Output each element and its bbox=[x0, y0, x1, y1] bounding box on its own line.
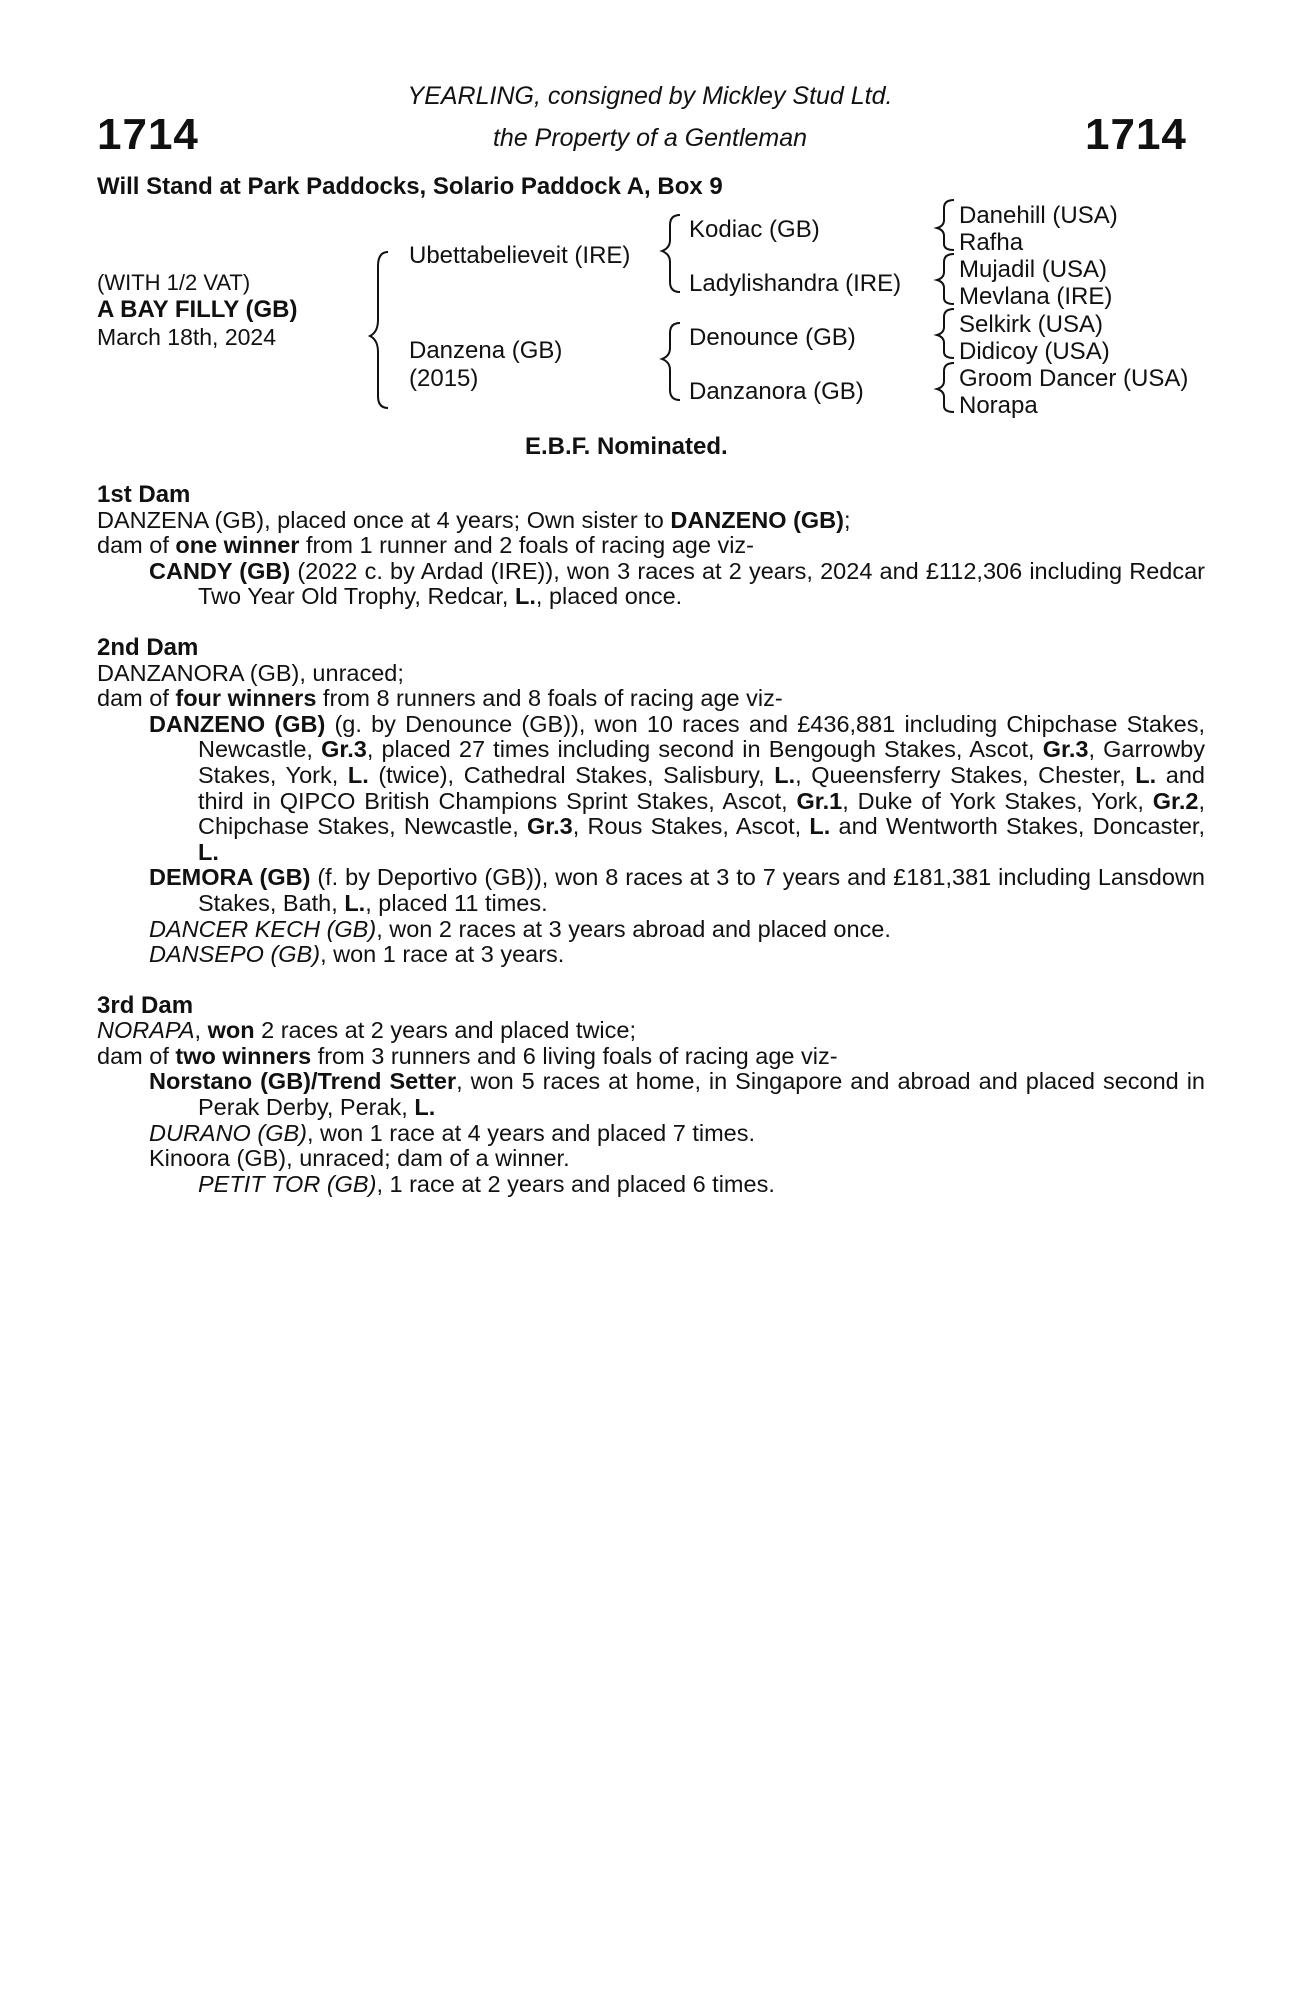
dancer-kech-entry: DANCER KECH (GB), won 2 races at 3 years abroad and placed once. bbox=[149, 915, 891, 942]
ggp-8: Norapa bbox=[959, 392, 1038, 419]
foaling-date: March 18th, 2024 bbox=[97, 324, 277, 350]
ggp-1: Danehill (USA) bbox=[959, 202, 1118, 229]
danzeno-entry: DANZENO (GB) (g. by Denounce (GB)), won 10 races and £436,881 including Chipchase Stakes, Newcastle, Gr.3, placed 27 times including second in Bengough Stakes, Ascot, Gr.3, Garrowby Stakes, York, L. (twice), Cathedral Stakes, Salisbury, L., Queensferry Stakes, Chester, L. and third in QIPCO British Champions Sprint Stakes, Ascot, Gr.1, Duke of York Stakes, York, Gr.2, Chipchase Stakes, Newcastle, Gr.3, Rous Stakes, Ascot, L. and Wentworth Stakes, Doncaster, L. bbox=[149, 710, 1205, 865]
ggp-5: Selkirk (USA) bbox=[959, 311, 1104, 338]
second-dam-line: DANZANORA (GB), unraced; bbox=[97, 659, 404, 686]
property-line: the Property of a Gentleman bbox=[492, 124, 808, 152]
dansepo-entry: DANSEPO (GB), won 1 race at 3 years. bbox=[149, 941, 565, 968]
vat-note: (WITH 1/2 VAT) bbox=[97, 270, 251, 295]
candy-entry: CANDY (GB) (2022 c. by Ardad (IRE)), won 3 races at 2 years, 2024 and £112,306 including Redcar Two Year Old Trophy, Redcar, L., placed once. bbox=[149, 557, 1205, 610]
lot-number-right: 1714 bbox=[1085, 110, 1187, 159]
sire-sire: Kodiac (GB) bbox=[689, 216, 820, 243]
stand-location: Will Stand at Park Paddocks, Solario Paddock A, Box 9 bbox=[97, 173, 723, 200]
dam-sire: Denounce (GB) bbox=[689, 324, 856, 351]
third-dam-line: NORAPA, won 2 races at 2 years and placed twice; bbox=[97, 1017, 636, 1044]
first-dam-line: DANZENA (GB), placed once at 4 years; Own sister to DANZENO (GB); bbox=[97, 506, 851, 533]
petit-tor-entry: PETIT TOR (GB), 1 race at 2 years and placed 6 times. bbox=[198, 1170, 775, 1197]
ebf-nomination: E.B.F. Nominated. bbox=[525, 433, 728, 460]
sire-name: Ubettabelieveit (IRE) bbox=[409, 242, 631, 269]
norstano-entry: Norstano (GB)/Trend Setter, won 5 races at home, in Singapore and abroad and placed second in Perak Derby, Perak, L. bbox=[149, 1068, 1205, 1121]
first-dam-title: 1st Dam bbox=[97, 481, 191, 508]
ggp-2: Rafha bbox=[959, 229, 1024, 256]
second-dam-title: 2nd Dam bbox=[97, 633, 199, 661]
dam-dam: Danzanora (GB) bbox=[689, 378, 864, 405]
ggp-7: Groom Dancer (USA) bbox=[959, 365, 1189, 392]
lot-number-left: 1714 bbox=[97, 110, 199, 159]
dam-name: Danzena (GB) bbox=[409, 337, 563, 364]
second-dam-produce: dam of four winners from 8 runners and 8 foals of racing age viz- bbox=[97, 685, 783, 712]
consignor-line: YEARLING, consigned by Mickley Stud Ltd. bbox=[407, 82, 893, 110]
ggp-6: Didicoy (USA) bbox=[959, 338, 1110, 365]
third-dam-produce: dam of two winners from 3 runners and 6 living foals of racing age viz- bbox=[97, 1042, 838, 1069]
dam-year: (2015) bbox=[409, 365, 479, 392]
pedigree-braces bbox=[0, 0, 1315, 420]
sire-dam: Ladylishandra (IRE) bbox=[689, 270, 902, 297]
ggp-3: Mujadil (USA) bbox=[959, 256, 1108, 283]
demora-entry: DEMORA (GB) (f. by Deportivo (GB)), won 8 races at 3 to 7 years and £181,381 including Lansdown Stakes, Bath, L., placed 11 times. bbox=[149, 864, 1205, 916]
catalogue-text bbox=[97, 482, 1205, 1197]
third-dam-title: 3rd Dam bbox=[97, 991, 194, 1019]
kinoora-entry: Kinoora (GB), unraced; dam of a winner. bbox=[149, 1145, 570, 1172]
durano-entry: DURANO (GB), won 1 race at 4 years and placed 7 times. bbox=[149, 1119, 756, 1146]
ggp-4: Mevlana (IRE) bbox=[959, 283, 1113, 310]
horse-name: A BAY FILLY (GB) bbox=[97, 296, 298, 323]
first-dam-produce: dam of one winner from 1 runner and 2 foals of racing age viz- bbox=[97, 532, 754, 559]
